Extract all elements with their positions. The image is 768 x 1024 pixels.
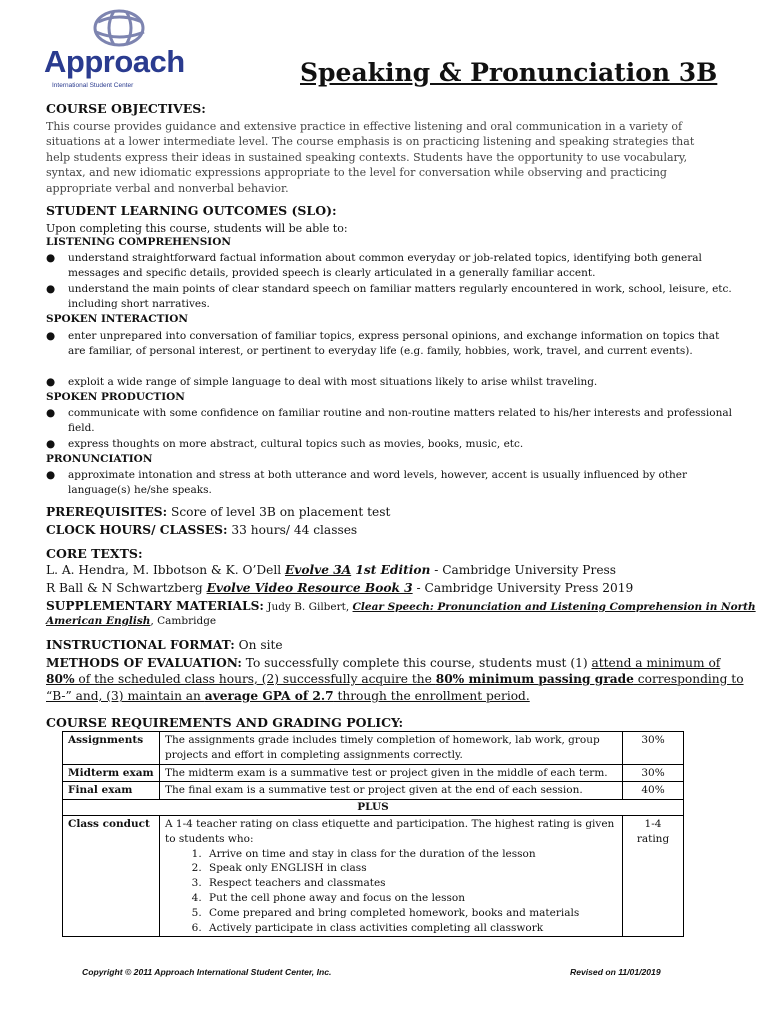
grading-table bbox=[62, 731, 684, 937]
slo-list-item: ● enter unprepared into conversation of familiar topics, express personal opinions, and exchange information on topics that are familiar, of personal interest, or pertinent to everyday life (e.g. family, hobbies, work, travel, and current events). bbox=[46, 330, 720, 358]
core-text-2: R Ball & N Schwartzberg Evolve Video Resource Book 3 - Cambridge University Press 2019 bbox=[46, 581, 634, 595]
bullet-icon: ● bbox=[46, 376, 56, 388]
supplementary-line: SUPPLEMENTARY MATERIALS: Judy B. Gilbert, Clear Speech: Pronunciation and Listening Comprehension in North bbox=[46, 599, 756, 613]
slo-intro: Upon completing this course, students will be able to: bbox=[46, 222, 348, 235]
prerequisites-line: PREREQUISITES: Score of level 3B on placement test bbox=[46, 505, 391, 519]
bullet-icon: ● bbox=[46, 283, 56, 295]
slo-list-item: ● express thoughts on more abstract, cultural topics such as movies, books, music, etc. bbox=[46, 437, 733, 452]
approach-logo bbox=[44, 8, 194, 92]
row-description: The midterm exam is a summative test or project given in the middle of each term. bbox=[160, 764, 623, 782]
row-name: Midterm exam bbox=[63, 764, 160, 782]
evaluation-line-3: “B-” and, (3) maintain an average GPA of 2.7 through the enrollment period. bbox=[46, 689, 530, 703]
list-item: 3. Respect teachers and classmates bbox=[205, 876, 617, 891]
row-description: The final exam is a summative test or project given at the end of each session. bbox=[160, 782, 623, 800]
slo-heading: STUDENT LEARNING OUTCOMES (SLO): bbox=[46, 203, 337, 218]
row-name: Class conduct bbox=[63, 815, 160, 936]
slo-section-title: SPOKEN INTERACTION bbox=[46, 313, 189, 325]
table-row bbox=[63, 800, 684, 816]
bullet-icon: ● bbox=[46, 407, 56, 419]
bullet-icon: ● bbox=[46, 252, 56, 264]
grading-heading: COURSE REQUIREMENTS AND GRADING POLICY: bbox=[46, 715, 404, 730]
slo-list-item: ● exploit a wide range of simple language to deal with most situations likely to arise whilst traveling. bbox=[46, 375, 733, 390]
logo-wordmark: Approach bbox=[44, 44, 185, 79]
table-row bbox=[63, 815, 684, 936]
list-item: 2. Speak only ENGLISH in class bbox=[205, 861, 617, 876]
bullet-icon: ● bbox=[46, 330, 56, 342]
row-weight: 40% bbox=[623, 782, 684, 800]
clock-hours-line: CLOCK HOURS/ CLASSES: 33 hours/ 44 classes bbox=[46, 523, 358, 537]
conduct-list bbox=[165, 847, 617, 936]
row-weight: 30% bbox=[623, 764, 684, 782]
evaluation-line-2: 80% of the scheduled class hours, (2) successfully acquire the 80% minimum passing grade corresponding to bbox=[46, 672, 744, 686]
conduct-intro: A 1-4 teacher rating on class etiquette and participation. The highest rating is given to students who: bbox=[165, 817, 615, 845]
conduct-description bbox=[160, 815, 623, 936]
slo-section-title: PRONUNCIATION bbox=[46, 453, 153, 465]
row-description: The assignments grade includes timely completion of homework, lab work, group projects and effort in completing assignments correctly. bbox=[160, 732, 623, 765]
list-item: 4. Put the cell phone away and focus on the lesson bbox=[205, 891, 617, 906]
row-weight: 30% bbox=[623, 732, 684, 765]
core-texts-heading: CORE TEXTS: bbox=[46, 546, 143, 561]
list-item: 6. Actively participate in class activities completing all classwork bbox=[205, 921, 617, 936]
table-row bbox=[63, 732, 684, 765]
bullet-icon: ● bbox=[46, 469, 56, 481]
slo-list-item: ● communicate with some confidence on familiar routine and non-routine matters related to his/her interests and professional field. bbox=[46, 407, 732, 435]
supplementary-line-2: American English, Cambridge bbox=[46, 615, 217, 627]
plus-divider: PLUS bbox=[63, 800, 684, 816]
objectives-text: This course provides guidance and extensive practice in effective listening and oral communication in a variety of situations at a lower intermediate level. The course emphasis is on practicing listening and speaking strategies that help students express their ideas in sustained speaking contexts. Students have the opportunity to use vocabulary, syntax, and new idiomatic expressions appropriate to the level for conversation while observing and practicing appropriate verbal and nonverbal behavior. bbox=[46, 120, 695, 195]
list-item: 1. Arrive on time and stay in class for the duration of the lesson bbox=[205, 847, 617, 862]
footer-copyright: Copyright © 2011 Approach International Student Center, Inc. bbox=[82, 967, 332, 977]
slo-section-title: SPOKEN PRODUCTION bbox=[46, 391, 185, 403]
evaluation-line-1: METHODS OF EVALUATION: To successfully complete this course, students must (1) attend a minimum of bbox=[46, 656, 721, 670]
footer-revised: Revised on 11/01/2019 bbox=[570, 967, 661, 977]
table-row bbox=[63, 782, 684, 800]
bullet-icon: ● bbox=[46, 438, 56, 450]
objectives-heading: COURSE OBJECTIVES: bbox=[46, 101, 206, 116]
core-text-1: L. A. Hendra, M. Ibbotson & K. O’Dell Evolve 3A 1st Edition - Cambridge University Press bbox=[46, 563, 617, 577]
globe-icon bbox=[84, 8, 154, 48]
logo-subtitle: International Student Center bbox=[52, 82, 134, 89]
instructional-format-line: INSTRUCTIONAL FORMAT: On site bbox=[46, 638, 283, 652]
row-weight: 1-4 rating bbox=[623, 815, 684, 936]
slo-list-item: ● approximate intonation and stress at both utterance and word levels, however, accent is usually influenced by other language(s) he/she speaks. bbox=[46, 469, 688, 497]
slo-list-item: ● understand straightforward factual information about common everyday or job-related topics, identifying both general messages and specific details, provided speech is clearly articulated in a generally familiar accent. bbox=[46, 252, 702, 280]
slo-section-title: LISTENING COMPREHENSION bbox=[46, 236, 231, 248]
row-name: Final exam bbox=[63, 782, 160, 800]
page-title: Speaking & Pronunciation 3B bbox=[300, 58, 718, 87]
slo-list-item: ● understand the main points of clear standard speech on familiar matters regularly encountered in work, school, leisure, etc. including short narratives. bbox=[46, 283, 732, 311]
list-item: 5. Come prepared and bring completed homework, books and materials bbox=[205, 906, 617, 921]
table-row bbox=[63, 764, 684, 782]
row-name: Assignments bbox=[63, 732, 160, 765]
